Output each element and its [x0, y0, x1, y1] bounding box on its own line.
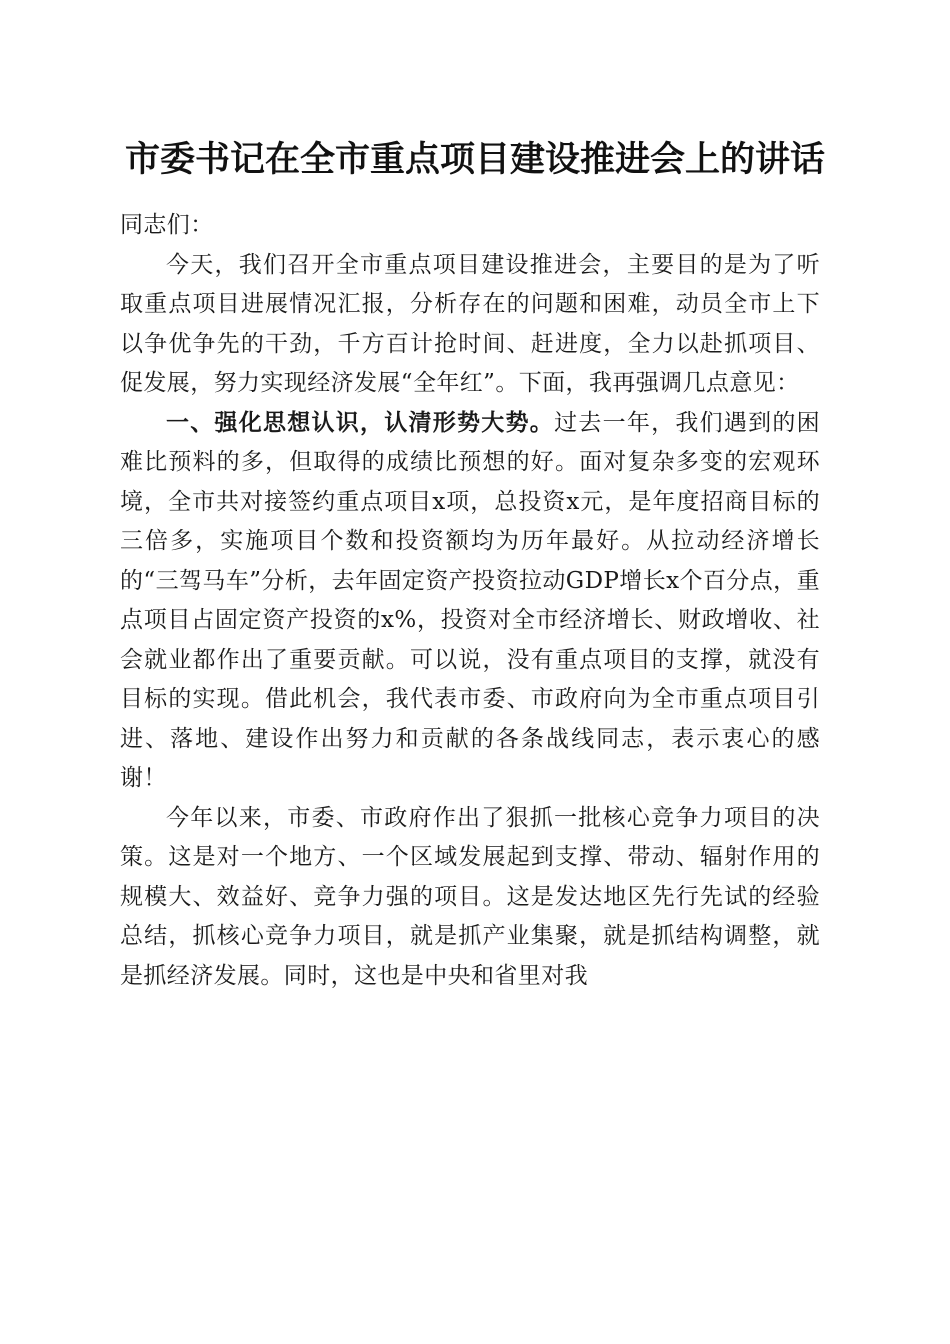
paragraph-core-projects [120, 799, 820, 997]
paragraph-text: 今天，我们召开全市重点项目建设推进会，主要目的是为了听取重点项目进展情况汇报，分析存在的问题和困难，动员全市上下以争优争先的干劲，千方百计抢时间、赶进度，全力以赴抓项目、促发展，努力实现经济发展“全年红”。下面，我再强调几点意见： [120, 251, 820, 396]
paragraph-text: 今年以来，市委、市政府作出了狠抓一批核心竞争力项目的决策。这是对一个地方、一个区域发展起到支撑、带动、辐射作用的规模大、效益好、竞争力强的项目。这是发达地区先行先试的经验总结，抓核心竞争力项目，就是抓产业集聚，就是抓结构调整，就是抓经济发展。同时，这也是中央和省里对我 [120, 804, 820, 989]
document-title: 市委书记在全市重点项目建设推进会上的讲话 [124, 139, 825, 180]
salutation: 同志们： [120, 212, 214, 238]
document-body [120, 206, 820, 996]
paragraph-text: 过去一年，我们遇到的困难比预料的多，但取得的成绩比预想的好。面对复杂多变的宏观环境，全市共对接签约重点项目x项，总投资x元，是年度招商目标的三倍多，实施项目个数和投资额均为历年最好。从拉动经济增长的“三驾马车”分析，去年固定资产投资拉动GDP增长x个百分点，重点项目占固定资产投资的x%，投资对全市经济增长、财政增收、社会就业都作出了重要贡献。可以说，没有重点项目的支撑，就没有目标的实现。借此机会，我代表市委、市政府向为全市重点项目引进、落地、建设作出努力和贡献的各条战线同志，表示衷心的感谢！ [120, 409, 820, 791]
paragraph-section-one [120, 404, 820, 799]
paragraph-intro [120, 246, 820, 404]
section-heading: 一、强化思想认识，认清形势大势。 [166, 409, 555, 436]
